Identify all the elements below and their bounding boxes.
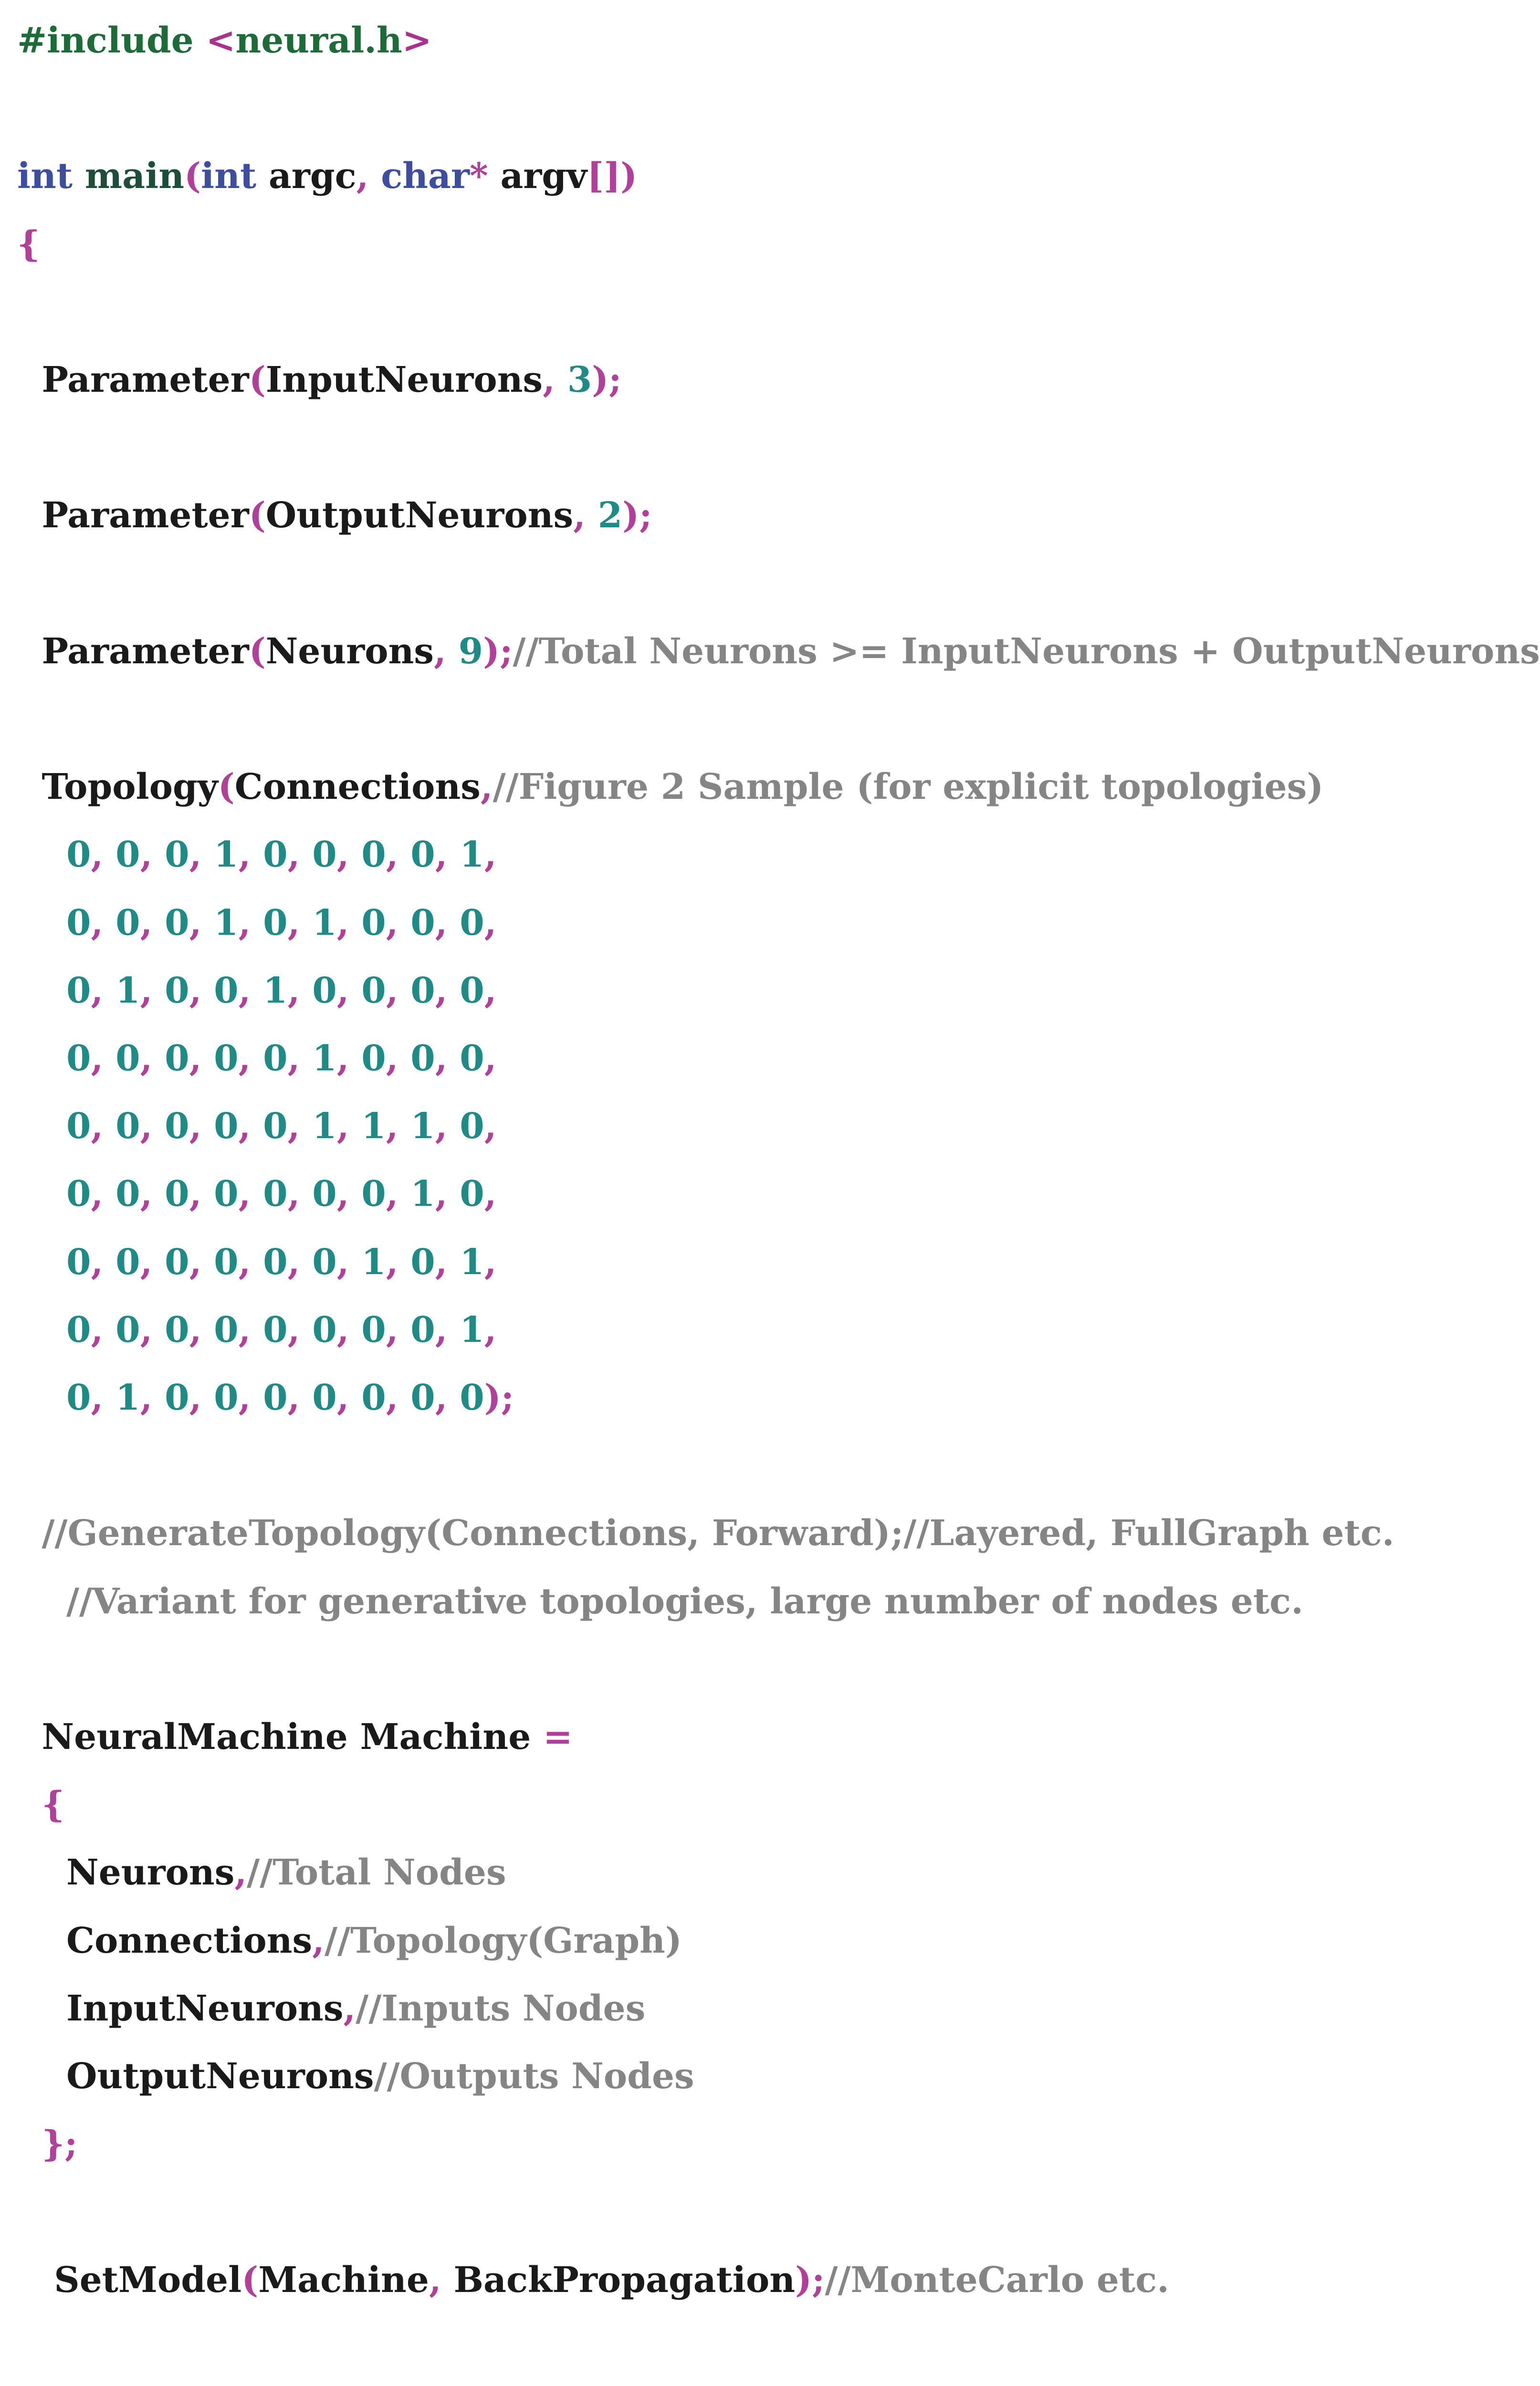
code-token: ( xyxy=(241,2259,259,2301)
code-line xyxy=(17,2050,694,2103)
code-token: 0 xyxy=(312,970,337,1011)
code-token: , xyxy=(573,495,598,536)
code-token: , xyxy=(336,834,362,876)
code-token: NeuralMachine Machine xyxy=(17,1716,531,1758)
code-token: //Outputs Nodes xyxy=(374,2056,694,2097)
code-token: , xyxy=(480,766,493,808)
code-token: , xyxy=(189,1038,214,1079)
code-token: Parameter xyxy=(17,495,249,536)
code-token: 1 xyxy=(312,1038,337,1079)
code-token: , xyxy=(189,970,214,1011)
code-line xyxy=(17,761,1323,813)
code-token: , xyxy=(386,1377,411,1418)
code-line xyxy=(17,1846,506,1899)
code-token: , xyxy=(336,1106,362,1147)
code-token: 0 xyxy=(263,1038,288,1079)
code-token: , xyxy=(238,834,263,876)
code-token: 0 xyxy=(165,1038,189,1079)
code-token: 0 xyxy=(115,834,140,876)
code-token: , xyxy=(189,1241,214,1283)
code-token: 0 xyxy=(361,970,386,1011)
code-token: 1 xyxy=(361,1106,386,1147)
code-token: 0 xyxy=(17,1309,91,1350)
code-token: 1 xyxy=(214,834,239,876)
code-line xyxy=(17,1032,497,1085)
code-token: , xyxy=(91,1309,116,1350)
code-token: , xyxy=(435,970,460,1011)
code-token: , xyxy=(91,902,116,943)
code-token: #include xyxy=(17,20,206,61)
code-token: < xyxy=(206,20,236,61)
code-token: 0 xyxy=(17,834,91,876)
code-token: 0 xyxy=(17,1377,91,1418)
code-token: ( xyxy=(249,630,266,672)
code-token: 0 xyxy=(115,1106,140,1147)
code-token: 1 xyxy=(263,970,288,1011)
code-token: , xyxy=(91,1106,116,1147)
code-token: 1 xyxy=(312,902,337,943)
code-token: , xyxy=(484,834,497,876)
code-line xyxy=(17,2254,1169,2306)
code-token: , xyxy=(189,834,214,876)
code-token: neural.h xyxy=(235,20,402,61)
code-token: , xyxy=(287,1173,313,1215)
code-token: Connections xyxy=(17,1920,313,1961)
code-token: 0 xyxy=(312,1241,337,1283)
code-token: Machine xyxy=(258,2259,429,2301)
code-token: , xyxy=(140,902,165,943)
code-token: }; xyxy=(17,2124,78,2165)
code-token: , xyxy=(287,970,313,1011)
code-token: , xyxy=(543,359,567,400)
code-token: , xyxy=(189,1173,214,1215)
code-token: , xyxy=(484,902,497,943)
code-token: , xyxy=(484,1106,497,1147)
code-token: 0 xyxy=(214,1106,239,1147)
code-line xyxy=(17,1168,497,1220)
code-token: int xyxy=(201,156,269,197)
code-token: ( xyxy=(184,156,201,197)
code-line xyxy=(17,1575,1303,1628)
code-line xyxy=(17,625,1540,678)
code-token: Connections xyxy=(234,766,481,808)
code-token: 0 xyxy=(410,1241,435,1283)
code-token: 0 xyxy=(460,1377,484,1418)
code-token: 0 xyxy=(410,834,435,876)
code-token: , xyxy=(140,1309,165,1350)
code-token: , xyxy=(435,1106,460,1147)
code-line xyxy=(17,2118,77,2170)
code-token: InputNeurons xyxy=(17,1988,344,2029)
code-token: , xyxy=(140,1173,165,1215)
code-token: 0 xyxy=(263,902,288,943)
code-token: //Variant for generative topologies, large number of nodes etc. xyxy=(17,1580,1303,1622)
code-token: , xyxy=(336,1038,362,1079)
code-line xyxy=(17,14,432,67)
code-token: 0 xyxy=(165,1173,189,1215)
code-line xyxy=(17,1915,682,1967)
code-token: 3 xyxy=(567,359,592,400)
code-token: 1 xyxy=(214,902,239,943)
code-token: , xyxy=(287,1106,313,1147)
code-token: Topology xyxy=(17,766,218,808)
code-token: 0 xyxy=(165,1309,189,1350)
code-token: , xyxy=(140,1038,165,1079)
code-token: , xyxy=(91,1038,116,1079)
code-token: 0 xyxy=(460,1038,484,1079)
code-token: , xyxy=(386,970,411,1011)
code-token: , xyxy=(238,1377,263,1418)
code-token: , xyxy=(386,1241,411,1283)
code-token: //Total Nodes xyxy=(247,1852,506,1894)
code-token: , xyxy=(238,1173,263,1215)
code-token: , xyxy=(336,902,362,943)
code-line xyxy=(17,1779,64,1831)
code-token: > xyxy=(402,20,432,61)
code-token: //Inputs Nodes xyxy=(356,1988,646,2029)
code-token: , xyxy=(386,1173,411,1215)
code-token: , xyxy=(91,1377,116,1418)
code-token: , xyxy=(238,970,263,1011)
code-token: 1 xyxy=(460,834,484,876)
code-token: 0 xyxy=(361,1038,386,1079)
code-token: 0 xyxy=(361,902,386,943)
code-token: ( xyxy=(249,359,266,400)
code-token: 0 xyxy=(115,1309,140,1350)
code-token: 0 xyxy=(115,902,140,943)
code-token: , xyxy=(234,1852,247,1894)
code-token: 0 xyxy=(460,1106,484,1147)
code-token: , xyxy=(484,1309,497,1350)
code-token: 0 xyxy=(460,970,484,1011)
code-token: , xyxy=(336,1309,362,1350)
code-token: { xyxy=(17,223,40,265)
code-token: 0 xyxy=(17,970,91,1011)
code-token: 1 xyxy=(460,1241,484,1283)
code-token: Neurons xyxy=(265,630,434,672)
code-line xyxy=(17,1982,645,2035)
code-token: , xyxy=(140,1377,165,1418)
code-token: 0 xyxy=(165,1377,189,1418)
code-token: 0 xyxy=(165,902,189,943)
code-token: 0 xyxy=(17,1038,91,1079)
code-token: , xyxy=(287,1309,313,1350)
code-token: , xyxy=(238,1241,263,1283)
code-line xyxy=(17,150,637,202)
code-token: 0 xyxy=(263,834,288,876)
code-token: , xyxy=(484,1173,497,1215)
code-line xyxy=(17,1507,1394,1559)
code-token: 1 xyxy=(115,970,140,1011)
code-token: //MonteCarlo etc. xyxy=(825,2259,1170,2301)
code-token: = xyxy=(531,1716,573,1758)
code-token: ( xyxy=(249,495,266,536)
code-line xyxy=(17,964,497,1017)
code-token: , xyxy=(435,1309,460,1350)
code-token: 0 xyxy=(214,1377,239,1418)
code-token: , xyxy=(140,1106,165,1147)
code-token: , xyxy=(91,970,116,1011)
code-token: 0 xyxy=(165,970,189,1011)
code-token: , xyxy=(434,630,459,672)
code-token: 0 xyxy=(263,1309,288,1350)
code-token: , xyxy=(386,1038,411,1079)
code-token: , xyxy=(336,1173,362,1215)
code-token: 0 xyxy=(312,1377,337,1418)
code-token: 1 xyxy=(460,1309,484,1350)
code-token: 0 xyxy=(214,970,239,1011)
code-token: , xyxy=(386,1309,411,1350)
code-token: OutputNeurons xyxy=(265,495,574,536)
code-token: 0 xyxy=(165,1106,189,1147)
code-token: , xyxy=(312,1920,325,1961)
code-token: 0 xyxy=(361,1377,386,1418)
code-token: ); xyxy=(795,2259,825,2301)
code-token: , xyxy=(140,834,165,876)
code-token: 9 xyxy=(458,630,483,672)
code-token: 0 xyxy=(214,1309,239,1350)
code-token: 0 xyxy=(361,834,386,876)
code-token: char xyxy=(381,156,470,197)
code-token: 0 xyxy=(460,1173,484,1215)
code-token: ); xyxy=(484,1377,514,1418)
code-token: 0 xyxy=(214,1038,239,1079)
code-token: , xyxy=(484,970,497,1011)
code-token: , xyxy=(91,1173,116,1215)
code-token: 0 xyxy=(410,1377,435,1418)
code-token: ); xyxy=(592,359,622,400)
code-token: Neurons xyxy=(17,1852,235,1894)
code-token: 0 xyxy=(312,1309,337,1350)
code-token: , xyxy=(336,970,362,1011)
code-token: Parameter xyxy=(17,630,249,672)
code-token: //Total Neurons >= InputNeurons + OutputNeurons xyxy=(513,630,1540,672)
code-token: , xyxy=(386,902,411,943)
code-token: , xyxy=(287,834,313,876)
code-token: 1 xyxy=(361,1241,386,1283)
code-token: 0 xyxy=(165,1241,189,1283)
code-token: 0 xyxy=(361,1173,386,1215)
code-token: , xyxy=(287,902,313,943)
code-token: , xyxy=(238,1309,263,1350)
code-token: 0 xyxy=(263,1241,288,1283)
code-token: , xyxy=(238,902,263,943)
code-token: 1 xyxy=(312,1106,337,1147)
code-token: 0 xyxy=(17,902,91,943)
code-token: , xyxy=(386,1106,411,1147)
code-token: , xyxy=(435,1377,460,1418)
code-line xyxy=(17,1236,497,1288)
code-token: , xyxy=(386,834,411,876)
code-token: []) xyxy=(587,156,638,197)
code-token: 1 xyxy=(115,1377,140,1418)
code-token: argv xyxy=(500,156,587,197)
code-token: , xyxy=(484,1038,497,1079)
code-token: , xyxy=(91,1241,116,1283)
code-token: * xyxy=(469,156,501,197)
code-token: Parameter xyxy=(17,359,249,400)
code-token: 0 xyxy=(165,834,189,876)
code-token: //Topology(Graph) xyxy=(324,1920,682,1961)
code-token: 0 xyxy=(263,1377,288,1418)
code-token: ( xyxy=(218,766,235,808)
code-line xyxy=(17,828,497,881)
code-token: , xyxy=(435,1241,460,1283)
code-token: 0 xyxy=(410,902,435,943)
code-token: , xyxy=(189,902,214,943)
code-token: //GenerateTopology(Connections, Forward);//Layered, FullGraph etc. xyxy=(17,1513,1394,1554)
code-token: ); xyxy=(483,630,513,672)
code-token: , xyxy=(336,1377,362,1418)
code-token: , xyxy=(238,1038,263,1079)
code-token: 0 xyxy=(214,1173,239,1215)
code-token: 0 xyxy=(115,1241,140,1283)
code-token: BackPropagation xyxy=(453,2259,796,2301)
code-token: 0 xyxy=(410,1038,435,1079)
code-line xyxy=(17,489,652,542)
code-token: { xyxy=(17,1784,65,1826)
code-token: 0 xyxy=(214,1241,239,1283)
code-token: , xyxy=(189,1377,214,1418)
code-token: , xyxy=(356,156,381,197)
code-token: , xyxy=(140,1241,165,1283)
code-token: SetModel xyxy=(17,2259,242,2301)
code-token: 2 xyxy=(597,495,623,536)
code-token: 0 xyxy=(410,970,435,1011)
code-line xyxy=(17,1100,497,1152)
code-token: , xyxy=(343,1988,356,2029)
code-token: , xyxy=(287,1377,313,1418)
code-token: , xyxy=(287,1038,313,1079)
code-token: ); xyxy=(622,495,652,536)
code-token: , xyxy=(336,1241,362,1283)
code-line xyxy=(17,354,622,406)
code-token: 0 xyxy=(460,902,484,943)
code-line xyxy=(17,1371,514,1424)
code-token: , xyxy=(435,834,460,876)
code-token: 0 xyxy=(17,1241,91,1283)
code-token: 0 xyxy=(263,1173,288,1215)
code-token: main xyxy=(84,156,185,197)
code-token: , xyxy=(91,834,116,876)
code-token: 0 xyxy=(361,1309,386,1350)
code-token: InputNeurons xyxy=(265,359,543,400)
code-token: , xyxy=(429,2259,454,2301)
code-line xyxy=(17,1711,573,1763)
code-token: 0 xyxy=(263,1106,288,1147)
code-token: , xyxy=(189,1106,214,1147)
code-token: 0 xyxy=(115,1173,140,1215)
code-token: , xyxy=(435,1173,460,1215)
code-token: , xyxy=(435,1038,460,1079)
code-token: argc xyxy=(268,156,356,197)
code-token: 1 xyxy=(410,1106,435,1147)
code-token: , xyxy=(189,1309,214,1350)
code-token: , xyxy=(238,1106,263,1147)
code-token: , xyxy=(287,1241,313,1283)
code-token: , xyxy=(140,970,165,1011)
code-token: 1 xyxy=(410,1173,435,1215)
code-token: OutputNeurons xyxy=(17,2056,374,2097)
code-token: int xyxy=(17,156,85,197)
code-token: 0 xyxy=(17,1173,91,1215)
code-token: 0 xyxy=(17,1106,91,1147)
code-line xyxy=(17,1304,497,1356)
code-token: 0 xyxy=(115,1038,140,1079)
code-token: 0 xyxy=(410,1309,435,1350)
code-token: 0 xyxy=(312,1173,337,1215)
code-line xyxy=(17,897,497,949)
code-token: 0 xyxy=(312,834,337,876)
code-token: , xyxy=(484,1241,497,1283)
code-line xyxy=(17,218,40,271)
code-token: //Figure 2 Sample (for explicit topologies) xyxy=(492,766,1324,808)
code-token: , xyxy=(435,902,460,943)
